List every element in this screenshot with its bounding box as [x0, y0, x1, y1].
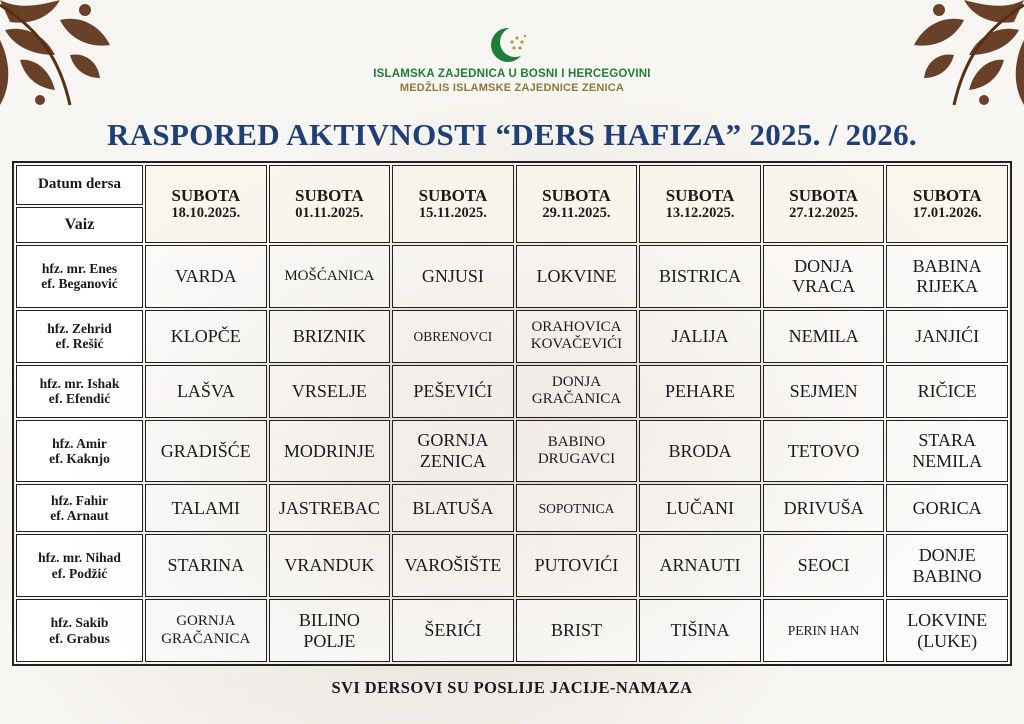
column-day: SUBOTA — [171, 185, 241, 205]
table-cell: RIČICE — [886, 365, 1008, 418]
column-day: SUBOTA — [912, 185, 982, 205]
table-cell: JASTREBAC — [269, 484, 391, 532]
table-cell: BLATUŠA — [392, 484, 514, 532]
table-cell: ARNAUTI — [639, 534, 761, 597]
column-date: 13.12.2025. — [665, 205, 735, 222]
table-cell: TALAMI — [145, 484, 267, 532]
table-cell: ŠERIĆI — [392, 599, 514, 662]
table-cell: MODRINJE — [269, 420, 391, 483]
table-cell: DONJA GRAČANICA — [516, 365, 638, 418]
table-cell: SEJMEN — [763, 365, 885, 418]
table-cell: GORNJA ZENICA — [392, 420, 514, 483]
table-cell: VRANDUK — [269, 534, 391, 597]
table-cell: DONJE BABINO — [886, 534, 1008, 597]
table-cell: DRIVUŠA — [763, 484, 885, 532]
table-cell: VARDA — [145, 245, 267, 308]
table-cell: STARA NEMILA — [886, 420, 1008, 483]
column-header — [145, 165, 267, 243]
header-date-label: Datum dersa — [16, 165, 143, 205]
table-cell: SEOCI — [763, 534, 885, 597]
table-row — [16, 245, 1008, 308]
table-cell: GORICA — [886, 484, 1008, 532]
table-cell: LAŠVA — [145, 365, 267, 418]
table-cell: VAROŠIŠTE — [392, 534, 514, 597]
table-cell: VRSELJE — [269, 365, 391, 418]
table-cell: BRODA — [639, 420, 761, 483]
table-cell: STARINA — [145, 534, 267, 597]
table-cell: BRIST — [516, 599, 638, 662]
table-cell: GRADIŠĆE — [145, 420, 267, 483]
table-cell: OBRENOVCI — [392, 310, 514, 363]
column-header — [763, 165, 885, 243]
org-name: ISLAMSKA ZAJEDNICA U BOSNI I HERCEGOVINI — [373, 68, 651, 80]
table-cell: KLOPČE — [145, 310, 267, 363]
table-cell: PEŠEVIĆI — [392, 365, 514, 418]
table-cell: PUTOVIĆI — [516, 534, 638, 597]
footer-note: SVI DERSOVI SU POSLIJE JACIJE-NAMAZA — [331, 678, 693, 697]
table-cell: LOKVINE (LUKE) — [886, 599, 1008, 662]
column-header — [516, 165, 638, 243]
table-row — [16, 599, 1008, 662]
table-cell: BABINO DRUGAVCI — [516, 420, 638, 483]
table-cell: DONJA VRACA — [763, 245, 885, 308]
column-day: SUBOTA — [665, 185, 735, 205]
column-date: 29.11.2025. — [542, 205, 611, 222]
crescent-logo-icon — [487, 22, 533, 68]
table-cell: TIŠINA — [639, 599, 761, 662]
table-cell: BISTRICA — [639, 245, 761, 308]
table-cell: TETOVO — [763, 420, 885, 483]
column-day: SUBOTA — [542, 185, 611, 205]
table-cell: SOPOTNICA — [516, 484, 638, 532]
table-row — [16, 310, 1008, 363]
column-header — [639, 165, 761, 243]
column-header — [392, 165, 514, 243]
column-date: 18.10.2025. — [171, 205, 241, 222]
header-vaiz-label: Vaiz — [16, 207, 143, 243]
table-cell: PEHARE — [639, 365, 761, 418]
row-name: hfz. Zehrid ef. Rešić — [16, 310, 143, 363]
table-cell: JANJIĆI — [886, 310, 1008, 363]
column-day: SUBOTA — [418, 185, 488, 205]
row-name: hfz. mr. Ishak ef. Efendić — [16, 365, 143, 418]
table-cell: JALIJA — [639, 310, 761, 363]
row-name: hfz. mr. Nihad ef. Podžić — [16, 534, 143, 597]
row-name: hfz. Sakib ef. Grabus — [16, 599, 143, 662]
table-row — [16, 365, 1008, 418]
table-cell: GNJUSI — [392, 245, 514, 308]
table-row — [16, 484, 1008, 532]
table-cell: LOKVINE — [516, 245, 638, 308]
column-date: 01.11.2025. — [295, 205, 364, 222]
table-cell: NEMILA — [763, 310, 885, 363]
table-row — [16, 534, 1008, 597]
table-row — [16, 420, 1008, 483]
table-cell: ORAHOVICA KOVAČEVIĆI — [516, 310, 638, 363]
table-cell: BILINO POLJE — [269, 599, 391, 662]
table-cell: BABINA RIJEKA — [886, 245, 1008, 308]
table-cell: MOŠĆANICA — [269, 245, 391, 308]
column-header — [886, 165, 1008, 243]
column-header — [269, 165, 391, 243]
org-subname: MEDŽLIS ISLAMSKE ZAJEDNICE ZENICA — [399, 82, 625, 94]
page-title: RASPORED AKTIVNOSTI “DERS HAFIZA” 2025. / 2026. — [107, 117, 917, 152]
table-cell: PERIN HAN — [763, 599, 885, 662]
column-date: 27.12.2025. — [789, 205, 859, 222]
row-name: hfz. mr. Enes ef. Beganović — [16, 245, 143, 308]
row-name: hfz. Amir ef. Kaknjo — [16, 420, 143, 483]
table-cell: BRIZNIK — [269, 310, 391, 363]
row-name: hfz. Fahir ef. Arnaut — [16, 484, 143, 532]
column-day: SUBOTA — [295, 185, 364, 205]
table-cell: LUČANI — [639, 484, 761, 532]
schedule-table — [12, 161, 1012, 666]
table-cell: GORNJA GRAČANICA — [145, 599, 267, 662]
column-day: SUBOTA — [789, 185, 858, 205]
column-date: 17.01.2026. — [912, 205, 982, 222]
column-date: 15.11.2025. — [418, 205, 487, 222]
